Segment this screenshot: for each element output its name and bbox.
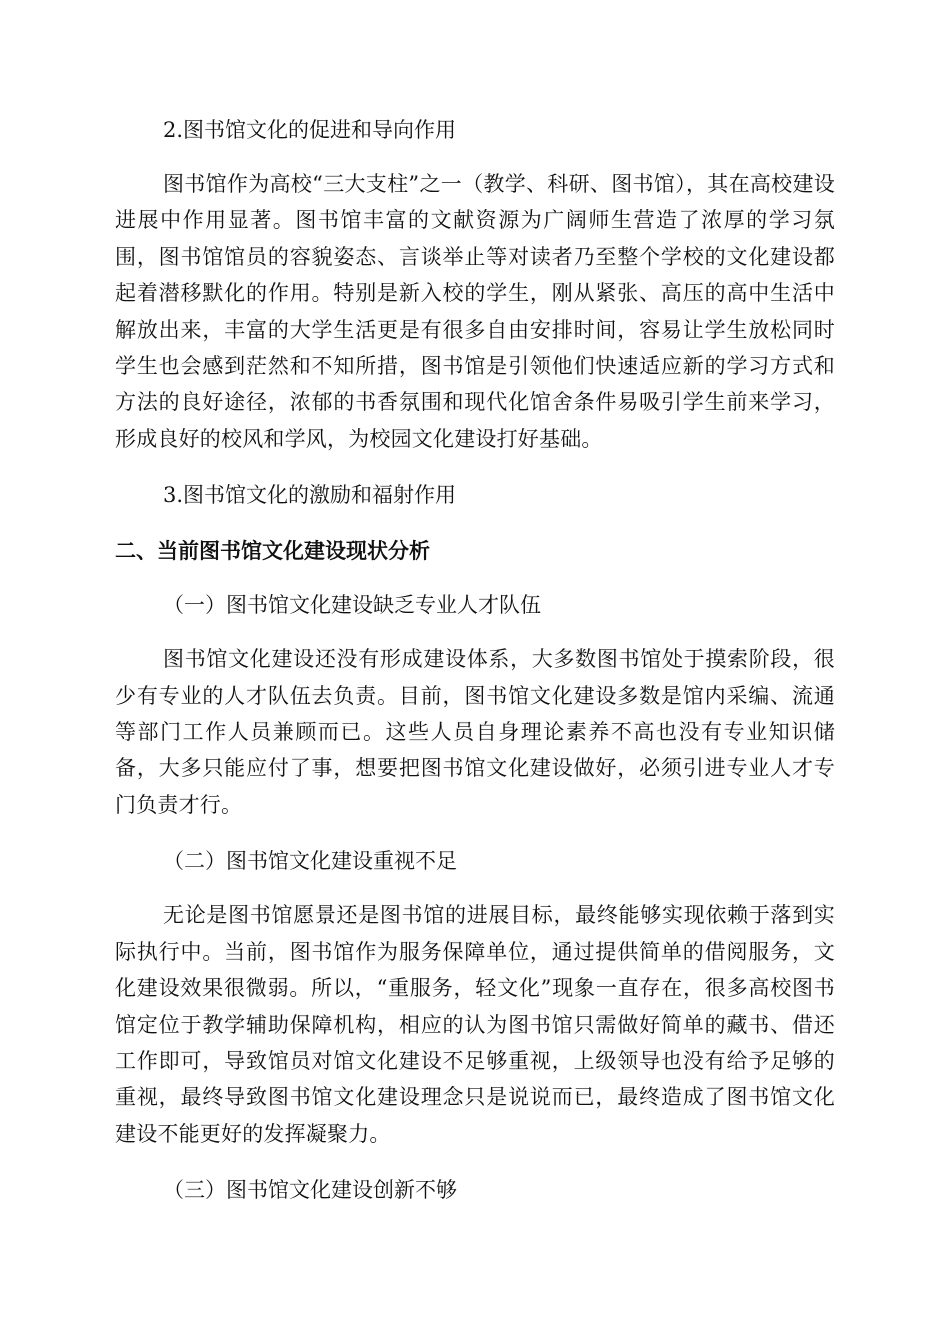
subheading-insufficient-attention: （二）图书馆文化建设重视不足 [163, 849, 457, 874]
paragraph-insufficient-attention: 无论是图书馆愿景还是图书馆的进展目标，最终能够实现依赖于落到实际执行中。当前，图书馆作为服务保障单位，通过提供简单的借阅服务，文化建设效果很微弱。所以，“重服务，轻文化”现象一直存在，很多高校图书馆定位于教学辅助保障机构，相应的认为图书馆只需做好简单的藏书、借还工作即可，导致馆员对馆文化建设不足够重视，上级领导也没有给予足够的重视，最终导致图书馆文化建设理念只是说说而已，最终造成了图书馆文化建设不能更好的发挥凝聚力。 [115, 903, 835, 1146]
paragraph-talent-shortage: 图书馆文化建设还没有形成建设体系，大多数图书馆处于摸索阶段，很少有专业的人才队伍去负责。目前，图书馆文化建设多数是馆内采编、流通等部门工作人员兼顾而已。这些人员自身理论素养不高也没有专业知识储备，大多只能应付了事，想要把图书馆文化建设做好，必须引进专业人才专门负责才行。 [115, 647, 835, 817]
paragraph-library-three-pillars: 图书馆作为高校“三大支柱”之一（教学、科研、图书馆），其在高校建设进展中作用显著。图书馆丰富的文献资源为广阔师生营造了浓厚的学习氛围，图书馆馆员的容貌姿态、言谈举止等对读者乃至整个学校的文化建设都起着潜移默化的作用。特别是新入校的学生，刚从紧张、高压的高中生活中解放出来，丰富的大学生活更是有很多自由安排时间，容易让学生放松同时学生也会感到茫然和不知所措，图书馆是引领他们快速适应新的学习方式和方法的良好途径，浓郁的书香氛围和现代化馆舍条件易吸引学生前来学习，形成良好的校风和学风，为校园文化建设打好基础。 [115, 172, 835, 451]
section-heading-current-status: 二、当前图书馆文化建设现状分析 [115, 539, 430, 564]
subheading-lack-of-talent: （一）图书馆文化建设缺乏专业人才队伍 [163, 593, 541, 618]
document-body [115, 112, 835, 1208]
heading-incentive-radiation-role: 3.图书馆文化的激励和福射作用 [163, 483, 457, 508]
subheading-lack-of-innovation: （三）图书馆文化建设创新不够 [163, 1178, 457, 1203]
heading-promotion-guidance-role: 2.图书馆文化的促进和导向作用 [163, 118, 457, 142]
